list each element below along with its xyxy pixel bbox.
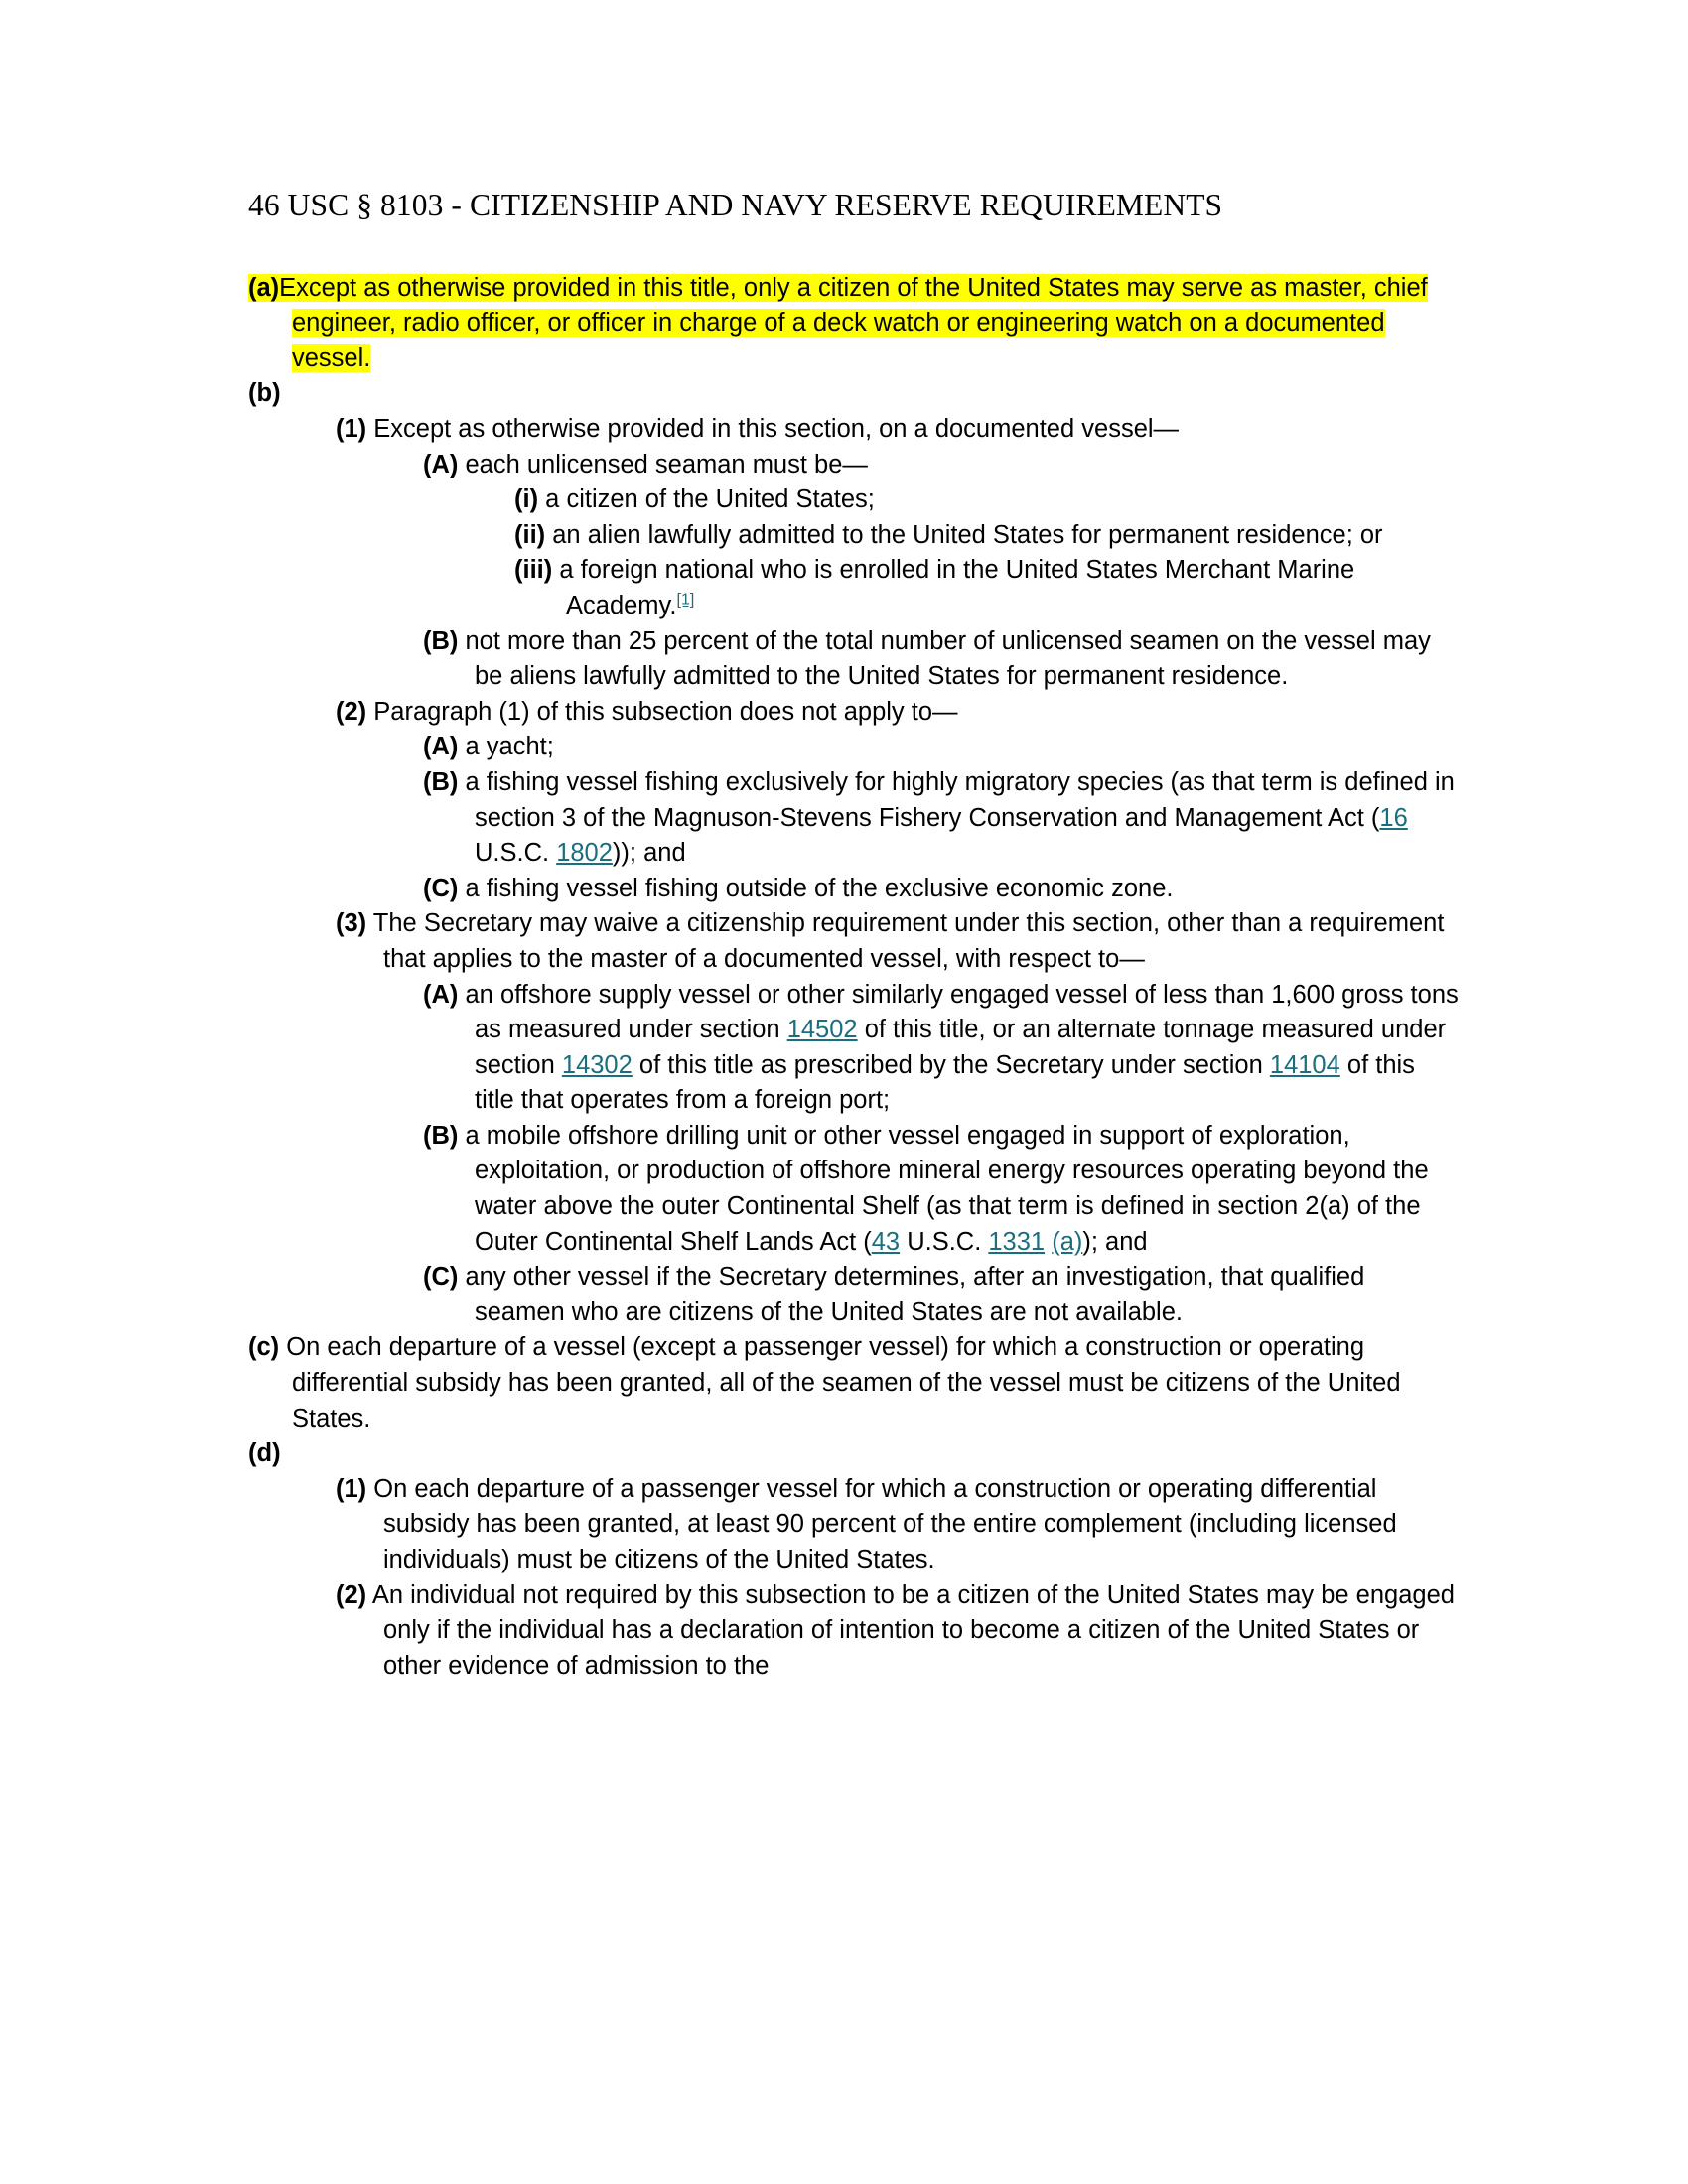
section-a (248, 271, 1460, 377)
section-b1A-text: each unlicensed seaman must be— (465, 450, 868, 478)
section-b2B-text-2: U.S.C. (475, 839, 557, 868)
section-b3C-marker: (C) (423, 1263, 459, 1292)
section-a-text: Except as otherwise provided in this title, only a citizen of the United States may serve as master, chief engineer, radio officer, or officer in charge of a deck watch or engineering watch on a documented vessel. (279, 273, 1428, 372)
section-b2-marker: (2) (336, 697, 367, 726)
section-a-marker: (a) (248, 273, 280, 302)
section-b1A-marker: (A) (423, 450, 459, 478)
section-b3A (423, 978, 1460, 1119)
section-b3 (336, 906, 1460, 977)
section-b2A (423, 730, 1460, 765)
section-b3B-text-1: a mobile offshore drilling unit or other vessel engaged in support of exploration, exploitation, or production of offshore mineral energy resources operating beyond the water above the outer Continental Shelf (as that term is defined in section 2(a) of the Outer Continental Shelf Lands Act ( (465, 1121, 1429, 1256)
link-14104[interactable]: 14104 (1269, 1050, 1340, 1079)
section-b2A-text: a yacht; (465, 733, 554, 761)
section-b3C (423, 1260, 1460, 1330)
section-c-marker: (c) (248, 1333, 280, 1362)
section-b2 (336, 695, 1460, 731)
section-b3A-marker: (A) (423, 980, 459, 1009)
section-b2C-text: a fishing vessel fishing outside of the exclusive economic zone. (465, 874, 1174, 902)
section-b3B-text-2: U.S.C. (900, 1227, 989, 1256)
section-d1-marker: (1) (336, 1474, 367, 1503)
section-b1Aiii-marker: (iii) (514, 556, 553, 585)
link-1331-a[interactable]: (a) (1052, 1227, 1083, 1256)
section-b3B (423, 1119, 1460, 1260)
section-b3A-text-2: of this title, or an alternate tonnage measured under section (475, 1016, 1447, 1079)
section-c (248, 1330, 1460, 1436)
section-b2C-marker: (C) (423, 874, 459, 902)
section-b3C-text: any other vessel if the Secretary determines, after an investigation, that qualified seamen who are citizens of the United States are not available. (465, 1263, 1365, 1326)
section-d1-text: On each departure of a passenger vessel for which a construction or operating differential subsidy has been granted, at least 90 percent of the entire complement (including licensed individuals) must be citizens of the United States. (373, 1474, 1397, 1574)
section-b2-text: Paragraph (1) of this subsection does not apply to— (373, 697, 958, 726)
section-b1A (423, 448, 1460, 483)
section-b2C (423, 872, 1460, 907)
section-b3-marker: (3) (336, 909, 367, 938)
section-b2B-text-1: a fishing vessel fishing exclusively for highly migratory species (as that term is defined in section 3 of the Magnuson-Stevens Fishery Conservation and Management Act ( (465, 767, 1455, 832)
section-b1Aiii-text: a foreign national who is enrolled in the United States Merchant Marine Academy. (559, 556, 1355, 619)
footnote-ref-1-label[interactable]: [1] (676, 591, 695, 609)
section-b3A-text-1: an offshore supply vessel or other similarly engaged vessel of less than 1,600 gross tons as measured under section (465, 980, 1459, 1044)
section-b2B-marker: (B) (423, 767, 459, 796)
section-b1 (336, 412, 1460, 448)
section-b3B-marker: (B) (423, 1121, 459, 1150)
section-b3B-text-4: ); and (1082, 1227, 1148, 1256)
section-b1Aii-marker: (ii) (514, 520, 546, 549)
section-b3A-text-3: of this title as prescribed by the Secretary under section (632, 1050, 1270, 1079)
section-b1Ai-marker: (i) (514, 485, 539, 514)
section-b3A-text-4: of this title that operates from a foreign port; (475, 1050, 1415, 1115)
section-b1Ai (514, 482, 1460, 518)
section-b2B (423, 765, 1460, 872)
section-b1B (423, 624, 1460, 695)
section-d2 (336, 1578, 1460, 1685)
section-b1B-marker: (B) (423, 626, 459, 655)
link-1802[interactable]: 1802 (556, 839, 613, 868)
section-b1Aii-text: an alien lawfully admitted to the United States for permanent residence; or (552, 520, 1383, 549)
section-d-marker: (d) (248, 1439, 281, 1468)
section-b2B-text-3: )); and (612, 839, 686, 868)
section-b1-marker: (1) (336, 415, 367, 444)
section-b1-text: Except as otherwise provided in this section, on a documented vessel— (373, 415, 1180, 444)
section-d2-text: An individual not required by this subsection to be a citizen of the United States may be engaged only if the individual has a declaration of intention to become a citizen of the United States or other evidence of admission to the (371, 1580, 1455, 1680)
statute-body (248, 271, 1460, 1685)
section-b1B-text: not more than 25 percent of the total number of unlicensed seamen on the vessel may be aliens lawfully admitted to the United States for permanent residence. (465, 626, 1431, 691)
section-d2-marker: (2) (336, 1580, 367, 1609)
section-d1 (336, 1472, 1460, 1578)
section-b1Aiii (514, 553, 1460, 623)
section-b3-text: The Secretary may waive a citizenship requirement under this section, other than a requirement that applies to the master of a documented vessel, with respect to— (372, 909, 1445, 973)
section-b1Ai-text: a citizen of the United States; (545, 485, 875, 514)
link-16-usc[interactable]: 16 (1379, 803, 1408, 832)
page-title: 46 USC § 8103 - CITIZENSHIP AND NAVY RESERVE REQUIREMENTS (248, 188, 1223, 222)
section-b-marker: (b) (248, 379, 281, 408)
link-14502[interactable]: 14502 (786, 1016, 858, 1044)
footnote-ref-1[interactable] (677, 591, 695, 608)
section-b1Aii (514, 518, 1460, 554)
link-43-usc[interactable]: 43 (871, 1227, 901, 1256)
section-b2A-marker: (A) (423, 733, 459, 761)
link-1331[interactable]: 1331 (988, 1227, 1046, 1256)
section-c-text: On each departure of a vessel (except a passenger vessel) for which a construction or operating differential subsidy has been granted, all of the seamen of the vessel must be citizens of the United States. (286, 1333, 1401, 1433)
link-14302[interactable]: 14302 (561, 1050, 633, 1079)
section-b (248, 376, 1460, 412)
section-d (248, 1436, 1460, 1472)
